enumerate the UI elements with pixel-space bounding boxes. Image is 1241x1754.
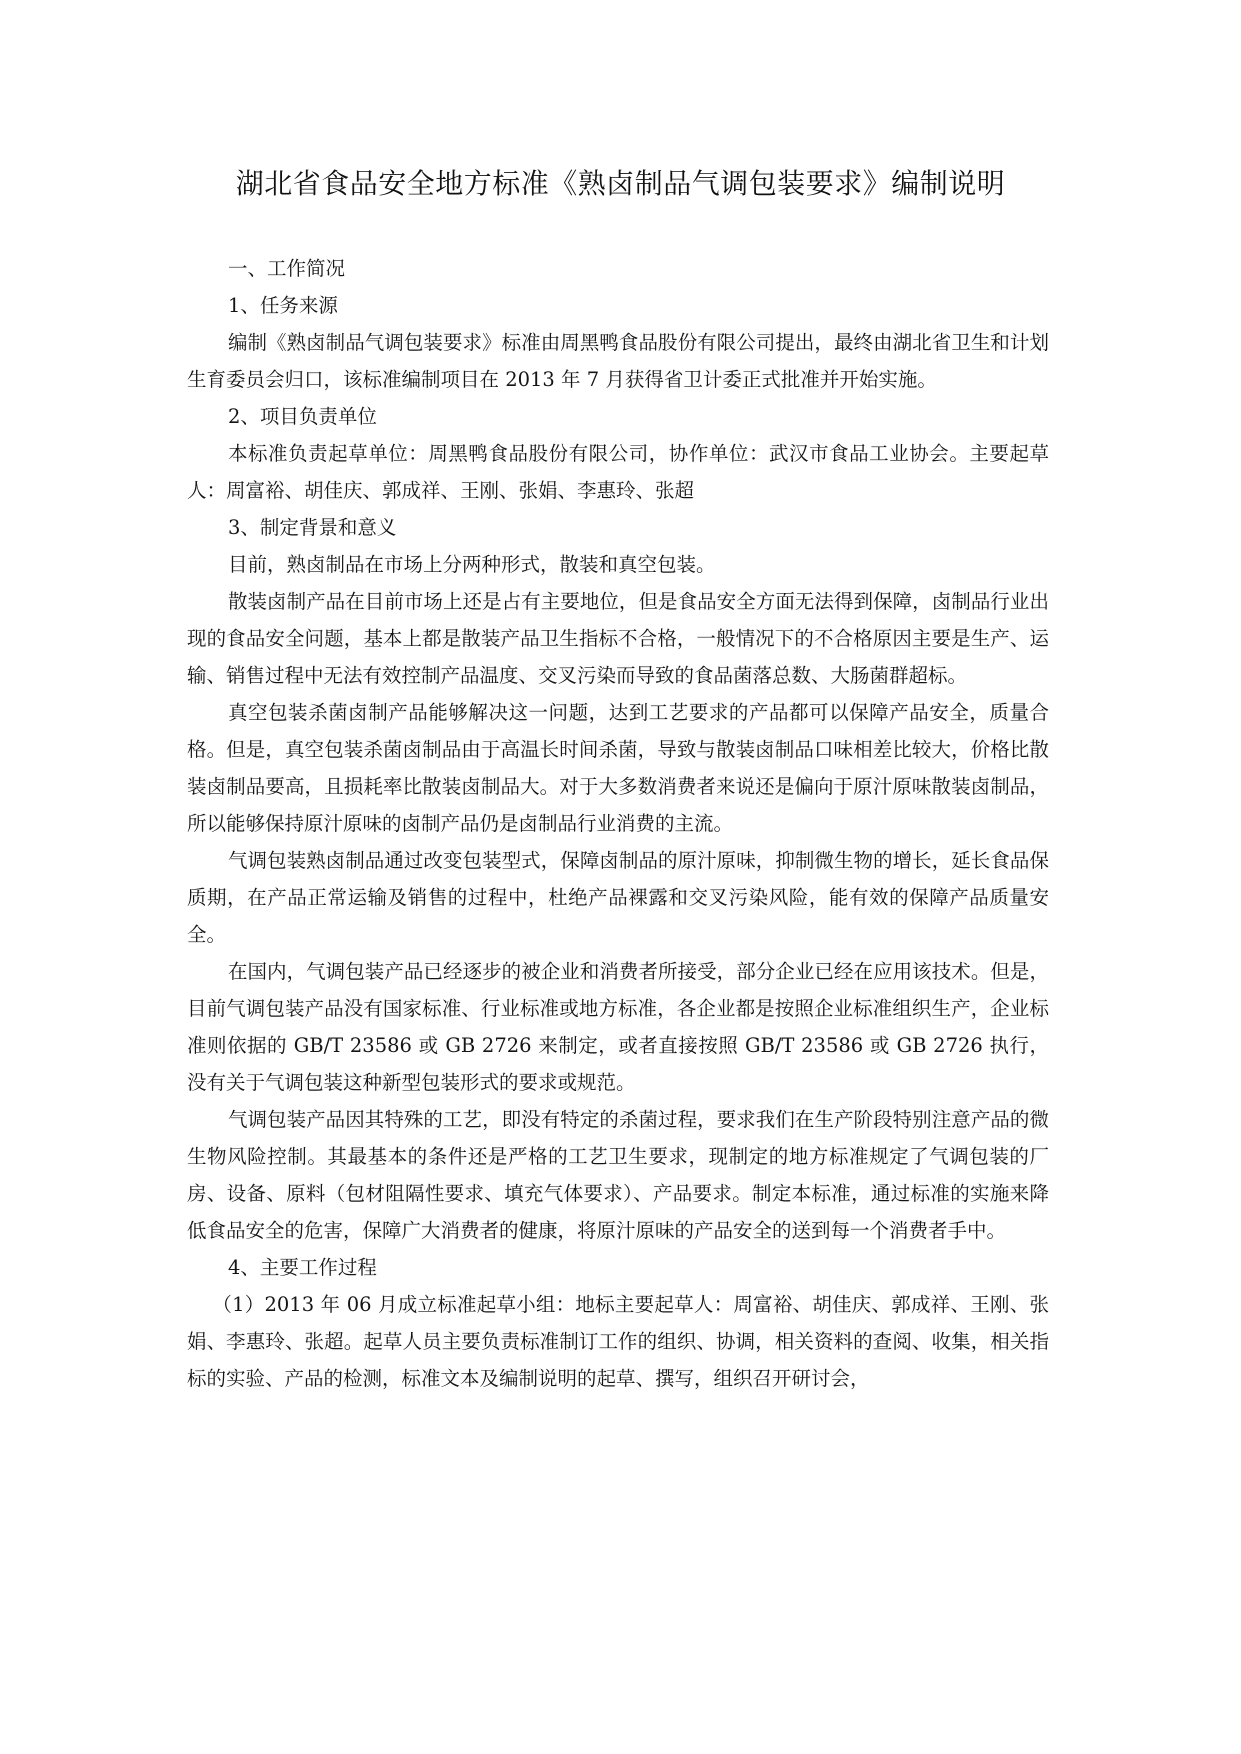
body-paragraph: 目前，熟卤制品在市场上分两种形式，散装和真空包装。 <box>227 553 716 576</box>
document-body <box>187 250 1049 1397</box>
body-paragraph: （1）2013 年 06 月成立标准起草小组：地标主要起草人：周富裕、胡佳庆、郭成祥、王刚、张娟、李惠玲、张超。起草人员主要负责标准制订工作的组织、协调，相关资料的查阅、收集，相关指标的实验、产品的检测，标准文本及编制说明的起草、撰写，组织召开研讨会， <box>187 1293 1049 1390</box>
section-heading: 3、制定背景和意义 <box>227 516 397 539</box>
body-paragraph: 散装卤制产品在目前市场上还是占有主要地位，但是食品安全方面无法得到保障，卤制品行业出现的食品安全问题，基本上都是散装产品卫生指标不合格，一般情况下的不合格原因主要是生产、运输、销售过程中无法有效控制产品温度、交叉污染而导致的食品菌落总数、大肠菌群超标。 <box>187 590 1049 687</box>
section-heading: 1、任务来源 <box>227 294 338 317</box>
body-paragraph: 气调包装熟卤制品通过改变包装型式，保障卤制品的原汁原味，抑制微生物的增长，延长食品保质期，在产品正常运输及销售的过程中，杜绝产品裸露和交叉污染风险，能有效的保障产品质量安全。 <box>187 849 1049 946</box>
body-paragraph: 编制《熟卤制品气调包装要求》标准由周黑鸭食品股份有限公司提出，最终由湖北省卫生和计划生育委员会归口，该标准编制项目在 2013 年 7 月获得省卫计委正式批准并开始实施。 <box>187 331 1049 391</box>
body-paragraph: 在国内，气调包装产品已经逐步的被企业和消费者所接受，部分企业已经在应用该技术。但是，目前气调包装产品没有国家标准、行业标准或地方标准，各企业都是按照企业标准组织生产，企业标准则依据的 GB/T 23586 或 GB 2726 来制定，或者直接按照 GB/T 23586 或 GB 2726 执行，没有关于气调包装这种新型包装形式的要求或规范。 <box>187 960 1049 1094</box>
body-paragraph: 本标准负责起草单位：周黑鸭食品股份有限公司，协作单位：武汉市食品工业协会。主要起草人：周富裕、胡佳庆、郭成祥、王刚、张娟、李惠玲、张超 <box>187 442 1049 502</box>
body-paragraph: 气调包装产品因其特殊的工艺，即没有特定的杀菌过程，要求我们在生产阶段特别注意产品的微生物风险控制。其最基本的条件还是严格的工艺卫生要求，现制定的地方标准规定了气调包装的厂房、设备、原料（包材阻隔性要求、填充气体要求）、产品要求。制定本标准，通过标准的实施来降低食品安全的危害，保障广大消费者的健康，将原汁原味的产品安全的送到每一个消费者手中。 <box>187 1108 1049 1242</box>
document-title: 湖北省食品安全地方标准《熟卤制品气调包装要求》编制说明 <box>235 167 1006 200</box>
body-paragraph: 真空包装杀菌卤制产品能够解决这一问题，达到工艺要求的产品都可以保障产品安全，质量合格。但是，真空包装杀菌卤制品由于高温长时间杀菌，导致与散装卤制品口味相差比较大，价格比散装卤制品要高，且损耗率比散装卤制品大。对于大多数消费者来说还是偏向于原汁原味散装卤制品，所以能够保持原汁原味的卤制产品仍是卤制品行业消费的主流。 <box>187 701 1049 835</box>
section-heading: 2、项目负责单位 <box>227 405 377 428</box>
section-heading: 一、工作简况 <box>227 257 345 280</box>
section-heading: 4、主要工作过程 <box>227 1256 377 1279</box>
